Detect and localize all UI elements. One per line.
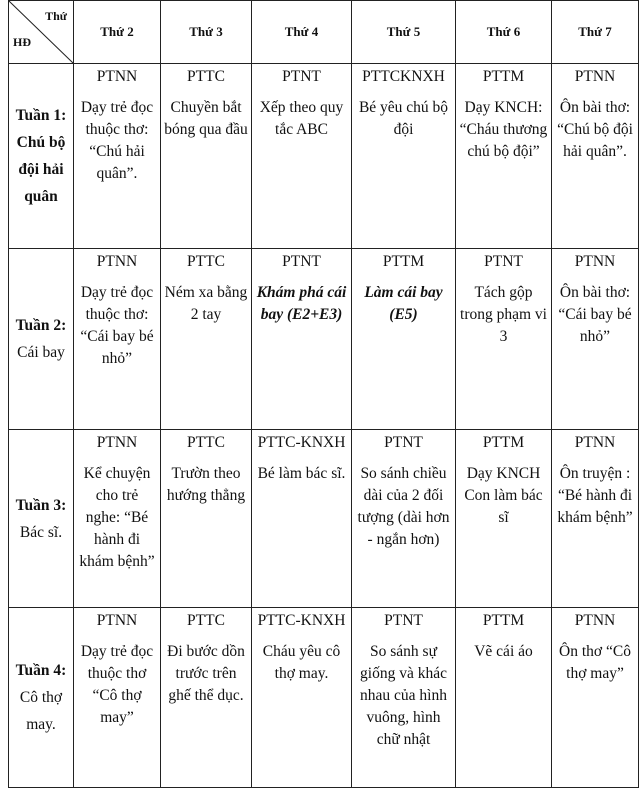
week-row: [9, 249, 639, 430]
activity-cell: [252, 64, 352, 249]
activity-title: Dạy KNCH Con làm bác sĩ: [464, 465, 543, 526]
corner-day-label: Thứ: [45, 9, 67, 23]
activity-title: Dạy trẻ đọc thuộc thơ: “Chú hải quân”.: [80, 99, 154, 182]
activity-category: PTNT: [384, 434, 423, 451]
day-header: Thứ 2: [74, 1, 161, 64]
week-label-bold: Tuần 1: Chú bộ đội hải quân: [15, 107, 67, 205]
activity-title: Xếp theo quy tắc ABC: [259, 99, 344, 138]
activity-category: PTNN: [574, 253, 616, 270]
activity-cell: [352, 249, 456, 430]
activity-title: Vẽ cái áo: [474, 643, 533, 660]
day-header: Thứ 5: [352, 1, 456, 64]
weekly-schedule-table: [8, 0, 639, 788]
activity-category: PTNN: [96, 612, 138, 629]
week-label-topic: Cô thợ may.: [19, 689, 63, 733]
activity-cell: [456, 430, 552, 608]
activity-cell: [252, 608, 352, 788]
activity-cell: [456, 249, 552, 430]
activity-category: PTNN: [96, 68, 138, 85]
week-label-topic: Cái bay: [17, 344, 65, 361]
activity-cell: [352, 64, 456, 249]
week-label-cell: [9, 430, 74, 608]
activity-cell: [456, 608, 552, 788]
activity-cell: [74, 430, 161, 608]
activity-title: Đi bước dồn trước trên ghế thể dục.: [167, 643, 245, 704]
activity-category: PTNT: [282, 68, 321, 85]
activity-category: PTNT: [384, 612, 423, 629]
activity-cell: [252, 249, 352, 430]
activity-title: Bé làm bác sĩ.: [257, 465, 346, 482]
activity-category: PTNN: [574, 434, 616, 451]
week-label-bold: Tuần 2:: [15, 317, 67, 334]
activity-title: Ôn bài thơ: “Chú bộ đội hải quân”.: [557, 99, 633, 160]
activity-category: PTNN: [574, 612, 616, 629]
activity-category: PTNT: [484, 253, 523, 270]
activity-title: Cháu yêu cô thợ may.: [262, 643, 341, 682]
week-label-cell: [9, 249, 74, 430]
activity-category: PTTC: [187, 612, 225, 629]
week-label-topic: Bác sĩ.: [19, 523, 63, 541]
header-row: [9, 1, 639, 64]
activity-cell: [552, 64, 639, 249]
activity-category: PTNT: [282, 253, 321, 270]
activity-cell: [161, 430, 252, 608]
activity-title: Chuyền bắt bóng qua đầu: [164, 99, 248, 138]
activity-category: PTNN: [96, 434, 138, 451]
week-row: [9, 64, 639, 249]
day-header: Thứ 3: [161, 1, 252, 64]
activity-title: Ném xa bằng 2 tay: [164, 284, 248, 323]
activity-category: PTTM: [482, 68, 525, 85]
day-header: Thứ 7: [552, 1, 639, 64]
activity-cell: [352, 608, 456, 788]
activity-category: PTTC: [187, 434, 225, 451]
activity-title: Bé yêu chú bộ đội: [358, 99, 449, 138]
activity-title: Tách gộp trong phạm vi 3: [460, 284, 547, 345]
activity-category: PTTM: [482, 612, 525, 629]
activity-cell: [552, 430, 639, 608]
activity-title: Khám phá cái bay (E2+E3): [256, 284, 347, 323]
activity-title: Ôn thơ “Cô thợ may”: [559, 643, 631, 682]
activity-cell: [161, 64, 252, 249]
activity-cell: [552, 249, 639, 430]
activity-cell: [74, 64, 161, 249]
week-label-bold: Tuần 4:: [15, 662, 67, 679]
day-header: Thứ 4: [252, 1, 352, 64]
week-row: [9, 430, 639, 608]
activity-cell: [352, 430, 456, 608]
activity-title: Dạy trẻ đọc thuộc thơ “Cô thợ may”: [80, 643, 154, 726]
activity-cell: [552, 608, 639, 788]
activity-cell: [161, 249, 252, 430]
activity-title: Kể chuyện cho trẻ nghe: “Bé hành đi khám bệnh”: [79, 465, 155, 570]
week-label-bold: Tuần 3:: [15, 496, 67, 514]
activity-cell: [74, 249, 161, 430]
activity-category: PTTC: [187, 253, 225, 270]
activity-category: PTTC: [187, 68, 225, 85]
activity-category: PTTC-KNXH: [257, 434, 346, 451]
activity-cell: [252, 430, 352, 608]
activity-title: Làm cái bay (E5): [364, 284, 443, 323]
activity-title: Ôn bài thơ: “Cái bay bé nhỏ”: [558, 284, 632, 345]
corner-activity-label: HĐ: [13, 35, 31, 49]
activity-category: PTNN: [96, 253, 138, 270]
activity-cell: [456, 64, 552, 249]
week-label-cell: [9, 64, 74, 249]
activity-title: Trườn theo hướng thẳng: [166, 465, 246, 504]
activity-category: PTTC-KNXH: [257, 612, 346, 629]
week-label-cell: [9, 608, 74, 788]
activity-cell: [74, 608, 161, 788]
activity-category: PTTCKNXH: [362, 68, 445, 85]
activity-title: So sánh sự giống và khác nhau của hình vuông, hình chữ nhật: [360, 643, 447, 748]
activity-title: Dạy KNCH: “Cháu thương chú bộ đội”: [459, 99, 548, 160]
activity-category: PTTM: [482, 434, 525, 451]
week-row: [9, 608, 639, 788]
activity-category: PTTM: [382, 253, 425, 270]
activity-title: So sánh chiều dài của 2 đối tượng (dài hơn - ngắn hơn): [357, 465, 450, 548]
activity-category: PTNN: [574, 68, 616, 85]
corner-cell: [9, 1, 74, 64]
activity-title: Ôn truyện : “Bé hành đi khám bệnh”: [557, 465, 633, 526]
activity-cell: [161, 608, 252, 788]
day-header: Thứ 6: [456, 1, 552, 64]
activity-title: Dạy trẻ đọc thuộc thơ: “Cái bay bé nhỏ”: [80, 284, 154, 367]
